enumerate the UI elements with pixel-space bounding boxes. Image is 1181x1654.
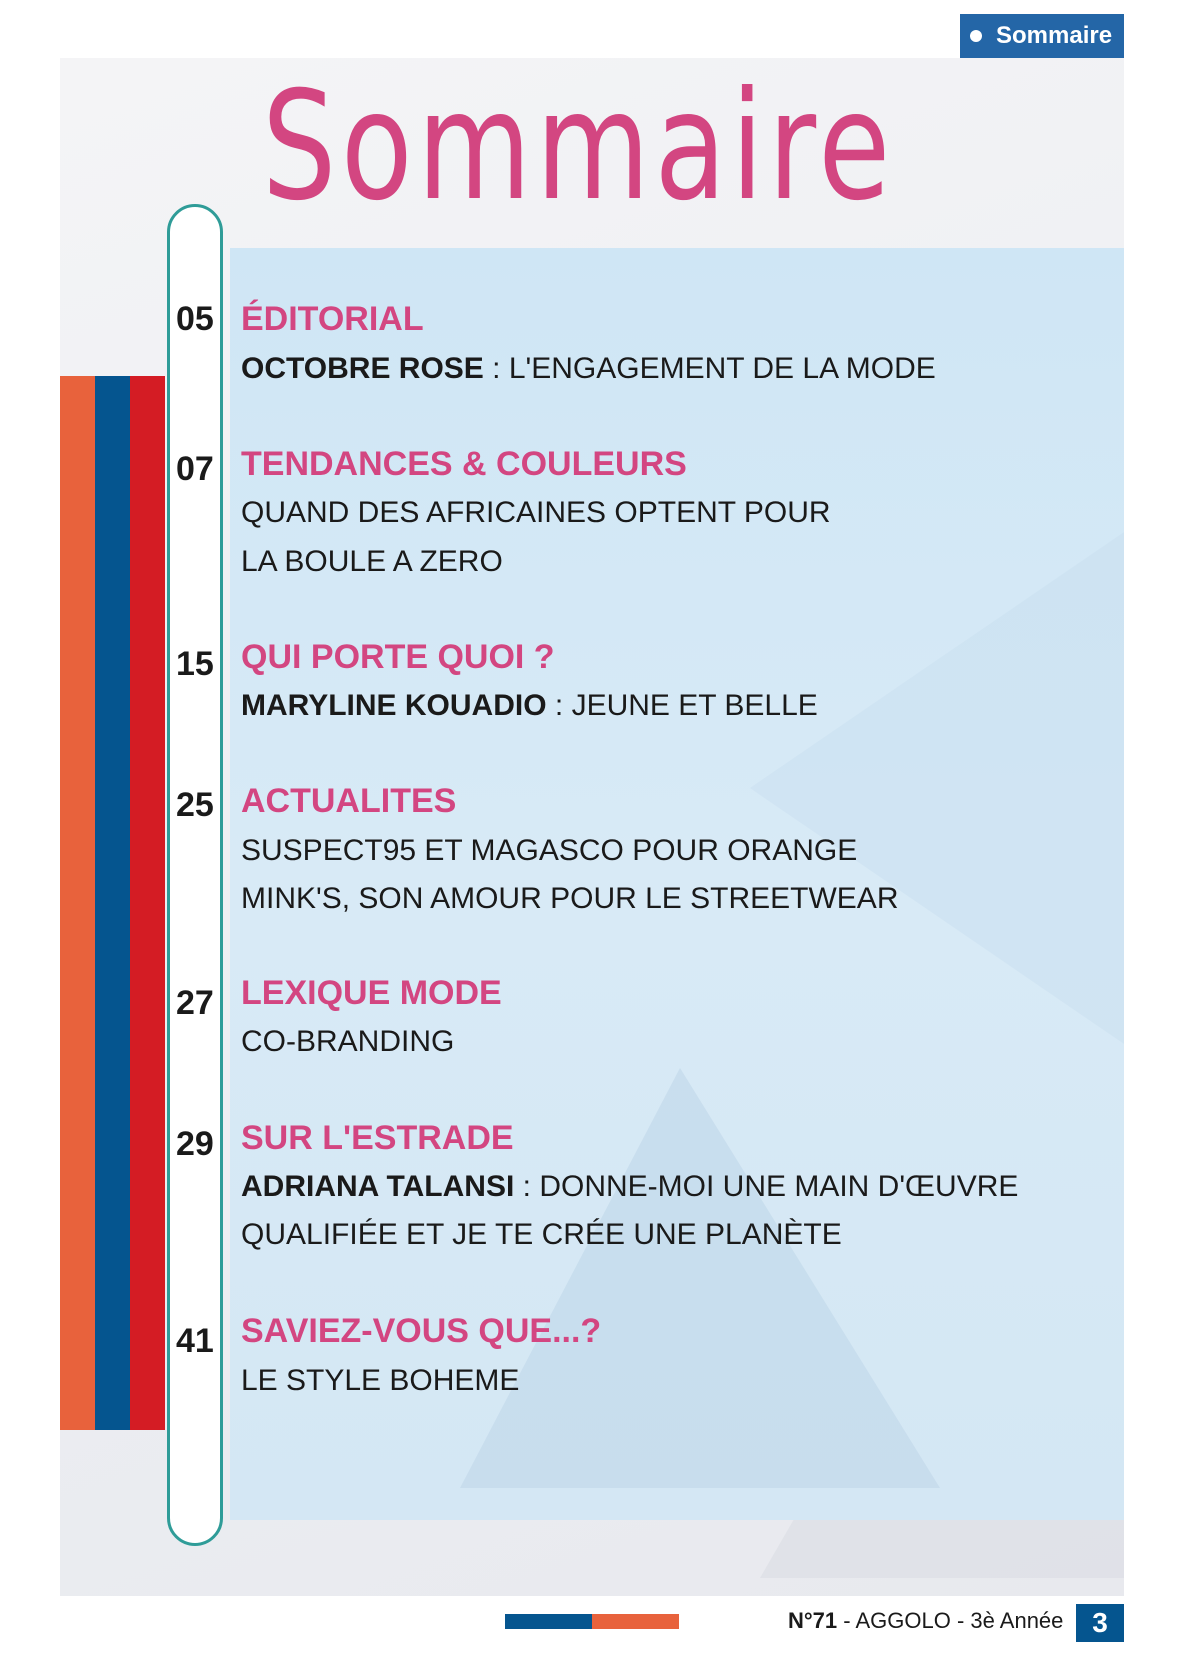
toc-section-title: SUR L'ESTRADE [241,1119,514,1157]
footer-issue-info: N°71 - AGGOLO - 3è Année [788,1608,1064,1633]
toc-line-bold: OCTOBRE ROSE [241,352,484,385]
section-badge-label: Sommaire [996,22,1113,49]
footer-bar-blue [505,1614,592,1629]
toc-line-text: LA BOULE A ZERO [241,545,503,578]
toc-section-title: ACTUALITES [241,782,457,820]
toc-section-title: LEXIQUE MODE [241,974,502,1012]
toc-line-text: JEUNE ET BELLE [571,689,818,722]
toc-page-number: 25 [176,786,214,824]
footer-magazine: AGGOLO [855,1608,951,1633]
toc-line [241,1366,519,1396]
toc-section-title: TENDANCES & COULEURS [241,445,687,483]
section-badge [960,14,1124,58]
toc-line [241,1220,842,1250]
toc-line [241,836,857,866]
stripe-red [130,376,165,1430]
toc-section-title: SAVIEZ-VOUS QUE...? [241,1312,602,1350]
page-number: 3 [1076,1604,1124,1642]
toc-line-text: LE STYLE BOHEME [241,1364,520,1397]
page-title: Sommaire [262,60,895,234]
footer-issue: N°71 [788,1608,838,1633]
toc-line-text: L'ENGAGEMENT DE LA MODE [508,352,936,385]
toc-page-number: 05 [176,300,214,338]
toc-line: MARYLINE KOUADIO : JEUNE ET BELLE [241,689,818,722]
toc-line-text: QUALIFIÉE ET JE TE CRÉE UNE PLANÈTE [241,1218,842,1251]
toc-page-number: 29 [176,1125,214,1163]
toc-section-title: QUI PORTE QUOI ? [241,638,555,676]
stripe-orange [60,376,95,1430]
toc-line-text: CO-BRANDING [241,1025,455,1058]
stripe-blue [95,376,130,1430]
toc-line: ADRIANA TALANSI : DONNE-MOI UNE MAIN D'ŒUVRE [241,1170,1019,1203]
toc-line-text: QUAND DES AFRICAINES OPTENT POUR [241,496,831,529]
toc-page-number: 27 [176,984,214,1022]
footer-year: 3è Année [970,1608,1064,1633]
toc-line-bold: ADRIANA TALANSI [241,1170,515,1203]
toc-line [241,884,898,914]
toc-line [241,498,831,528]
toc-line-bold: MARYLINE KOUADIO [241,689,547,722]
toc-line [241,547,503,577]
toc-page-number: 07 [176,450,214,488]
toc-line-text: MINK'S, SON AMOUR POUR LE STREETWEAR [241,882,899,915]
toc-page-number: 15 [176,645,214,683]
toc-line-text: DONNE-MOI UNE MAIN D'ŒUVRE [539,1170,1019,1203]
toc-line-text: SUSPECT95 ET MAGASCO POUR ORANGE [241,834,858,867]
toc-page-number: 41 [176,1322,214,1360]
bullet-icon [970,30,982,42]
toc-line: OCTOBRE ROSE : L'ENGAGEMENT DE LA MODE [241,352,936,385]
footer-bar-orange [592,1614,679,1629]
toc-section-title: ÉDITORIAL [241,300,424,338]
toc-line [241,1027,454,1057]
